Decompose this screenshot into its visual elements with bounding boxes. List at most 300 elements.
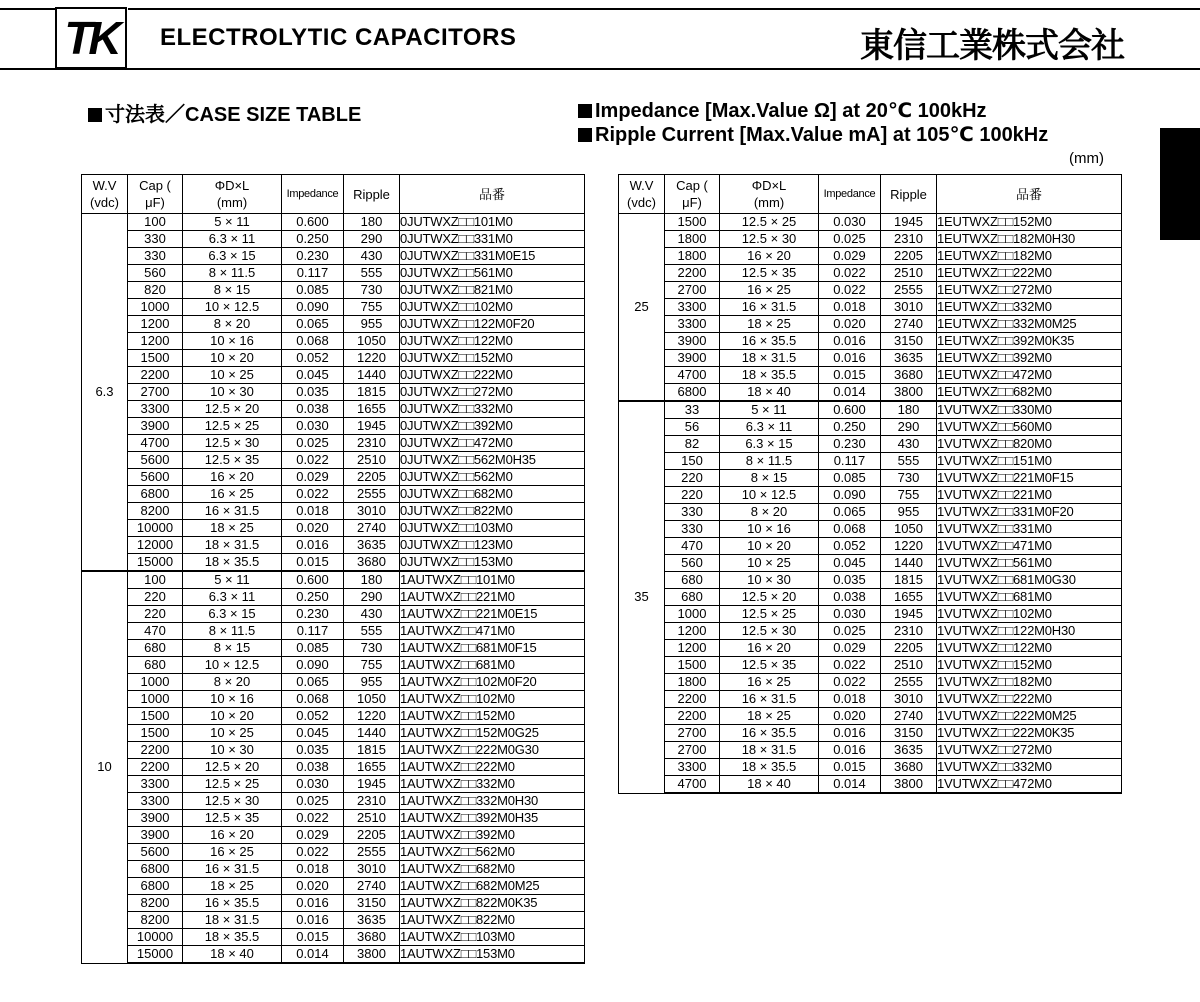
- cell-part-number: 1AUTWXZ□□221M0: [400, 589, 585, 606]
- cell-cap: 3900: [128, 810, 183, 827]
- table-row: [619, 282, 1122, 299]
- cell-impedance: 0.016: [282, 912, 344, 929]
- cell-cap: 10000: [128, 929, 183, 946]
- table-row: [82, 214, 585, 231]
- section-case-label: 寸法表／CASE SIZE TABLE: [105, 104, 362, 126]
- cell-wv: 25: [619, 214, 665, 402]
- table-row: [619, 248, 1122, 265]
- table-row: [82, 793, 585, 810]
- cell-ripple: 180: [344, 214, 400, 231]
- table-row: [82, 571, 585, 589]
- table-row: [619, 401, 1122, 419]
- table-row: [82, 776, 585, 793]
- cell-cap: 1500: [665, 214, 720, 231]
- cell-impedance: 0.016: [819, 742, 881, 759]
- cell-size: 10 × 25: [720, 555, 819, 572]
- cell-impedance: 0.016: [819, 725, 881, 742]
- header-rule-left: [0, 8, 55, 10]
- cell-size: 10 × 30: [720, 572, 819, 589]
- table-header-row: [82, 175, 585, 214]
- cell-size: 18 × 40: [183, 946, 282, 964]
- col-header-impedance: Impedance: [282, 175, 344, 214]
- cell-size: 8 × 20: [720, 504, 819, 521]
- cell-size: 16 × 20: [720, 640, 819, 657]
- cell-ripple: 3800: [881, 384, 937, 402]
- cell-part-number: 1VUTWXZ□□221M0: [937, 487, 1122, 504]
- cell-size: 12.5 × 30: [720, 231, 819, 248]
- cell-impedance: 0.014: [819, 384, 881, 402]
- cell-part-number: 1AUTWXZ□□101M0: [400, 571, 585, 589]
- table-row: [619, 725, 1122, 742]
- cell-part-number: 1AUTWXZ□□332M0H30: [400, 793, 585, 810]
- unit-note: (mm): [1069, 150, 1104, 167]
- cell-cap: 8200: [128, 912, 183, 929]
- cell-impedance: 0.090: [282, 299, 344, 316]
- cell-ripple: 755: [344, 657, 400, 674]
- cell-ripple: 2205: [344, 469, 400, 486]
- cell-size: 8 × 11.5: [720, 453, 819, 470]
- cell-ripple: 755: [881, 487, 937, 504]
- cell-size: 16 × 25: [720, 282, 819, 299]
- cell-cap: 56: [665, 419, 720, 436]
- cell-size: 18 × 25: [720, 316, 819, 333]
- table-row: [82, 759, 585, 776]
- cell-part-number: 1AUTWXZ□□822M0: [400, 912, 585, 929]
- cell-ripple: 1655: [344, 401, 400, 418]
- cell-impedance: 0.038: [282, 401, 344, 418]
- table-row: [619, 555, 1122, 572]
- cell-part-number: 0JUTWXZ□□562M0: [400, 469, 585, 486]
- cell-part-number: 1EUTWXZ□□222M0: [937, 265, 1122, 282]
- cell-part-number: 0JUTWXZ□□821M0: [400, 282, 585, 299]
- cell-ripple: 430: [344, 606, 400, 623]
- cell-size: 18 × 35.5: [720, 367, 819, 384]
- cell-size: 16 × 20: [183, 827, 282, 844]
- cell-part-number: 1AUTWXZ□□471M0: [400, 623, 585, 640]
- cell-part-number: 1AUTWXZ□□562M0: [400, 844, 585, 861]
- cell-impedance: 0.025: [282, 435, 344, 452]
- cell-size: 12.5 × 35: [183, 810, 282, 827]
- cell-wv: 35: [619, 401, 665, 793]
- square-bullet-icon: [578, 104, 592, 118]
- cell-size: 16 × 25: [183, 844, 282, 861]
- cell-size: 8 × 15: [183, 640, 282, 657]
- cell-size: 10 × 16: [183, 333, 282, 350]
- cell-size: 10 × 16: [183, 691, 282, 708]
- cell-part-number: 1EUTWXZ□□332M0: [937, 299, 1122, 316]
- cell-size: 10 × 12.5: [720, 487, 819, 504]
- cell-ripple: 430: [344, 248, 400, 265]
- cell-size: 18 × 40: [720, 776, 819, 794]
- cell-size: 12.5 × 25: [720, 606, 819, 623]
- cell-part-number: 0JUTWXZ□□272M0: [400, 384, 585, 401]
- cell-part-number: 1AUTWXZ□□103M0: [400, 929, 585, 946]
- cell-part-number: 1AUTWXZ□□222M0G30: [400, 742, 585, 759]
- cell-ripple: 3010: [344, 503, 400, 520]
- cell-ripple: 1050: [344, 691, 400, 708]
- col-header-wv: W.V (vdc): [619, 175, 665, 214]
- cell-impedance: 0.020: [819, 708, 881, 725]
- table-row: [619, 333, 1122, 350]
- table-row: [82, 742, 585, 759]
- cell-part-number: 1EUTWXZ□□152M0: [937, 214, 1122, 231]
- cell-ripple: 290: [344, 589, 400, 606]
- cell-impedance: 0.030: [282, 418, 344, 435]
- cell-cap: 6800: [665, 384, 720, 402]
- cell-cap: 33: [665, 401, 720, 419]
- cell-ripple: 2205: [881, 640, 937, 657]
- cell-impedance: 0.068: [282, 691, 344, 708]
- cell-part-number: 0JUTWXZ□□122M0F20: [400, 316, 585, 333]
- cell-cap: 470: [128, 623, 183, 640]
- cell-cap: 5600: [128, 452, 183, 469]
- cell-part-number: 1EUTWXZ□□182M0H30: [937, 231, 1122, 248]
- cell-part-number: 0JUTWXZ□□392M0: [400, 418, 585, 435]
- cell-impedance: 0.065: [819, 504, 881, 521]
- cell-cap: 2700: [665, 725, 720, 742]
- cell-impedance: 0.029: [282, 827, 344, 844]
- cell-size: 12.5 × 25: [183, 418, 282, 435]
- cell-size: 12.5 × 25: [720, 214, 819, 231]
- col-header-impedance: Impedance: [819, 175, 881, 214]
- cell-cap: 680: [128, 657, 183, 674]
- cell-cap: 1200: [665, 640, 720, 657]
- cell-part-number: 1AUTWXZ□□152M0: [400, 708, 585, 725]
- cell-impedance: 0.025: [282, 793, 344, 810]
- cell-ripple: 3010: [881, 299, 937, 316]
- cell-part-number: 0JUTWXZ□□123M0: [400, 537, 585, 554]
- cell-part-number: 1EUTWXZ□□682M0: [937, 384, 1122, 402]
- col-header-part-number: 品番: [937, 175, 1122, 214]
- cell-ripple: 3150: [344, 895, 400, 912]
- cell-cap: 1200: [665, 623, 720, 640]
- cell-cap: 1800: [665, 231, 720, 248]
- cell-ripple: 1220: [344, 708, 400, 725]
- table-row: [619, 214, 1122, 231]
- cell-cap: 680: [665, 572, 720, 589]
- cell-ripple: 1655: [344, 759, 400, 776]
- table-row: [619, 521, 1122, 538]
- table-row: [619, 691, 1122, 708]
- cell-part-number: 1VUTWXZ□□122M0H30: [937, 623, 1122, 640]
- cell-cap: 1000: [128, 299, 183, 316]
- cell-part-number: 0JUTWXZ□□332M0: [400, 401, 585, 418]
- table-row: [82, 895, 585, 912]
- table-row: [82, 486, 585, 503]
- cell-cap: 8200: [128, 895, 183, 912]
- cell-cap: 3900: [128, 418, 183, 435]
- cell-impedance: 0.015: [282, 929, 344, 946]
- cell-ripple: 1655: [881, 589, 937, 606]
- cell-part-number: 1EUTWXZ□□392M0: [937, 350, 1122, 367]
- cell-size: 12.5 × 35: [720, 657, 819, 674]
- cell-ripple: 1815: [881, 572, 937, 589]
- cell-impedance: 0.022: [282, 810, 344, 827]
- cell-part-number: 1AUTWXZ□□822M0K35: [400, 895, 585, 912]
- cell-ripple: 2740: [344, 520, 400, 537]
- cell-impedance: 0.117: [282, 265, 344, 282]
- cell-cap: 1500: [128, 725, 183, 742]
- cell-ripple: 2205: [881, 248, 937, 265]
- cell-cap: 2200: [128, 367, 183, 384]
- cell-impedance: 0.015: [819, 759, 881, 776]
- cell-size: 8 × 20: [183, 316, 282, 333]
- cell-size: 16 × 31.5: [720, 691, 819, 708]
- cell-impedance: 0.022: [282, 452, 344, 469]
- cell-size: 16 × 31.5: [720, 299, 819, 316]
- col-header-size: ΦD×L (mm): [183, 175, 282, 214]
- cell-part-number: 1VUTWXZ□□152M0: [937, 657, 1122, 674]
- table-row: [619, 674, 1122, 691]
- cell-ripple: 2740: [881, 708, 937, 725]
- cell-ripple: 3680: [881, 759, 937, 776]
- cell-size: 16 × 25: [183, 486, 282, 503]
- cell-impedance: 0.045: [819, 555, 881, 572]
- cell-ripple: 1815: [344, 384, 400, 401]
- cell-size: 8 × 11.5: [183, 265, 282, 282]
- cell-impedance: 0.052: [282, 708, 344, 725]
- cell-size: 18 × 40: [720, 384, 819, 402]
- cell-cap: 1500: [665, 657, 720, 674]
- cell-impedance: 0.029: [819, 640, 881, 657]
- cell-impedance: 0.018: [282, 503, 344, 520]
- cell-impedance: 0.020: [282, 878, 344, 895]
- table-row: [82, 606, 585, 623]
- cell-cap: 100: [128, 214, 183, 231]
- col-header-part-number: 品番: [400, 175, 585, 214]
- cell-size: 16 × 31.5: [183, 861, 282, 878]
- cell-impedance: 0.045: [282, 725, 344, 742]
- cell-part-number: 1VUTWXZ□□222M0: [937, 691, 1122, 708]
- cell-size: 16 × 35.5: [183, 895, 282, 912]
- cell-impedance: 0.230: [282, 248, 344, 265]
- page-title: ELECTROLYTIC CAPACITORS: [160, 24, 517, 51]
- case-size-table-right: [618, 174, 1122, 794]
- cell-cap: 2200: [665, 708, 720, 725]
- cell-ripple: 2205: [344, 827, 400, 844]
- cell-cap: 3300: [128, 793, 183, 810]
- cell-part-number: 1VUTWXZ□□222M0M25: [937, 708, 1122, 725]
- table-row: [82, 520, 585, 537]
- table-row: [82, 452, 585, 469]
- cell-cap: 3900: [665, 350, 720, 367]
- cell-ripple: 1220: [344, 350, 400, 367]
- cell-size: 12.5 × 30: [183, 793, 282, 810]
- section-impedance: [578, 98, 987, 123]
- cell-part-number: 1AUTWXZ□□682M0M25: [400, 878, 585, 895]
- table-row: [619, 265, 1122, 282]
- cell-size: 12.5 × 35: [720, 265, 819, 282]
- table-row: [82, 810, 585, 827]
- cell-size: 12.5 × 25: [183, 776, 282, 793]
- cell-part-number: 0JUTWXZ□□122M0: [400, 333, 585, 350]
- cell-ripple: 430: [881, 436, 937, 453]
- cell-part-number: 0JUTWXZ□□822M0: [400, 503, 585, 520]
- cell-ripple: 2310: [344, 435, 400, 452]
- cell-ripple: 555: [344, 623, 400, 640]
- cell-cap: 1800: [665, 248, 720, 265]
- table-row: [82, 878, 585, 895]
- cell-cap: 8200: [128, 503, 183, 520]
- cell-ripple: 3635: [344, 912, 400, 929]
- cell-size: 10 × 12.5: [183, 657, 282, 674]
- cell-ripple: 955: [344, 674, 400, 691]
- cell-cap: 330: [665, 521, 720, 538]
- table-row: [82, 657, 585, 674]
- cell-ripple: 1220: [881, 538, 937, 555]
- cell-cap: 1000: [128, 674, 183, 691]
- table-row: [619, 623, 1122, 640]
- cell-impedance: 0.085: [282, 282, 344, 299]
- cell-size: 18 × 31.5: [720, 742, 819, 759]
- cell-size: 18 × 25: [720, 708, 819, 725]
- cell-ripple: 2555: [344, 844, 400, 861]
- cell-ripple: 3680: [344, 929, 400, 946]
- table-row: [619, 299, 1122, 316]
- cell-impedance: 0.068: [282, 333, 344, 350]
- table-row: [82, 367, 585, 384]
- cell-size: 6.3 × 15: [720, 436, 819, 453]
- cell-cap: 1200: [128, 333, 183, 350]
- cell-ripple: 2510: [881, 265, 937, 282]
- cell-cap: 3900: [665, 333, 720, 350]
- cell-size: 8 × 11.5: [183, 623, 282, 640]
- cell-part-number: 1AUTWXZ□□102M0F20: [400, 674, 585, 691]
- cell-ripple: 2510: [881, 657, 937, 674]
- cell-part-number: 1AUTWXZ□□152M0G25: [400, 725, 585, 742]
- cell-ripple: 1050: [881, 521, 937, 538]
- cell-size: 8 × 15: [720, 470, 819, 487]
- cell-ripple: 3635: [881, 350, 937, 367]
- cell-impedance: 0.030: [819, 606, 881, 623]
- cell-size: 10 × 30: [183, 384, 282, 401]
- cell-impedance: 0.038: [819, 589, 881, 606]
- cell-impedance: 0.035: [282, 742, 344, 759]
- table-row: [619, 708, 1122, 725]
- cell-part-number: 1VUTWXZ□□560M0: [937, 419, 1122, 436]
- cell-part-number: 1AUTWXZ□□392M0: [400, 827, 585, 844]
- cell-part-number: 1AUTWXZ□□332M0: [400, 776, 585, 793]
- cell-ripple: 730: [344, 282, 400, 299]
- cell-impedance: 0.014: [282, 946, 344, 964]
- table-row: [619, 367, 1122, 384]
- table-row: [619, 487, 1122, 504]
- table-row: [619, 419, 1122, 436]
- cell-impedance: 0.016: [282, 537, 344, 554]
- table-row: [619, 572, 1122, 589]
- table-row: [82, 623, 585, 640]
- table-row: [82, 929, 585, 946]
- cell-part-number: 1VUTWXZ□□681M0: [937, 589, 1122, 606]
- table-row: [82, 640, 585, 657]
- table-row: [82, 674, 585, 691]
- col-header-ripple: Ripple: [344, 175, 400, 214]
- cell-impedance: 0.068: [819, 521, 881, 538]
- table-row: [619, 350, 1122, 367]
- cell-impedance: 0.117: [819, 453, 881, 470]
- cell-ripple: 1050: [344, 333, 400, 350]
- cell-size: 16 × 25: [720, 674, 819, 691]
- cell-ripple: 3635: [881, 742, 937, 759]
- cell-impedance: 0.016: [282, 895, 344, 912]
- cell-size: 16 × 20: [183, 469, 282, 486]
- cell-size: 16 × 20: [720, 248, 819, 265]
- cell-cap: 3300: [128, 776, 183, 793]
- cell-part-number: 1EUTWXZ□□332M0M25: [937, 316, 1122, 333]
- cell-size: 18 × 25: [183, 520, 282, 537]
- cell-part-number: 1VUTWXZ□□561M0: [937, 555, 1122, 572]
- cell-impedance: 0.052: [819, 538, 881, 555]
- cell-ripple: 755: [344, 299, 400, 316]
- cell-ripple: 290: [344, 231, 400, 248]
- cell-impedance: 0.600: [282, 214, 344, 231]
- cell-part-number: 1AUTWXZ□□102M0: [400, 691, 585, 708]
- table-row: [82, 844, 585, 861]
- cell-impedance: 0.035: [819, 572, 881, 589]
- cell-cap: 1000: [128, 691, 183, 708]
- table-row: [82, 316, 585, 333]
- cell-impedance: 0.018: [819, 299, 881, 316]
- cell-ripple: 290: [881, 419, 937, 436]
- cell-impedance: 0.014: [819, 776, 881, 794]
- table-row: [82, 537, 585, 554]
- cell-impedance: 0.022: [819, 282, 881, 299]
- cell-impedance: 0.018: [819, 691, 881, 708]
- case-size-table-left: [81, 174, 585, 964]
- cell-cap: 5600: [128, 469, 183, 486]
- cell-cap: 3300: [665, 759, 720, 776]
- table-row: [619, 231, 1122, 248]
- header-rule-top: [128, 8, 1200, 10]
- table-row: [619, 504, 1122, 521]
- cell-ripple: 1945: [344, 776, 400, 793]
- cell-cap: 1500: [128, 708, 183, 725]
- cell-cap: 220: [128, 589, 183, 606]
- cell-part-number: 1VUTWXZ□□222M0K35: [937, 725, 1122, 742]
- table-row: [619, 776, 1122, 794]
- cell-impedance: 0.085: [282, 640, 344, 657]
- cell-cap: 2200: [665, 691, 720, 708]
- section-ripple-label: Ripple Current [Max.Value mA] at 105℃ 100kHz: [595, 124, 1049, 146]
- table-row: [82, 827, 585, 844]
- table-row: [82, 248, 585, 265]
- cell-part-number: 0JUTWXZ□□472M0: [400, 435, 585, 452]
- cell-size: 12.5 × 30: [720, 623, 819, 640]
- table-row: [619, 470, 1122, 487]
- cell-impedance: 0.600: [282, 571, 344, 589]
- tk-logo: TK: [55, 7, 127, 69]
- cell-part-number: 0JUTWXZ□□331M0: [400, 231, 585, 248]
- cell-ripple: 180: [344, 571, 400, 589]
- cell-ripple: 2740: [344, 878, 400, 895]
- cell-ripple: 3800: [881, 776, 937, 794]
- section-impedance-label: Impedance [Max.Value Ω] at 20℃ 100kHz: [595, 100, 987, 122]
- cell-size: 12.5 × 20: [183, 759, 282, 776]
- cell-size: 6.3 × 11: [183, 589, 282, 606]
- cell-size: 6.3 × 11: [720, 419, 819, 436]
- cell-cap: 3300: [665, 316, 720, 333]
- cell-cap: 100: [128, 571, 183, 589]
- cell-cap: 150: [665, 453, 720, 470]
- cell-size: 10 × 25: [183, 367, 282, 384]
- cell-part-number: 1VUTWXZ□□182M0: [937, 674, 1122, 691]
- cell-size: 18 × 35.5: [183, 929, 282, 946]
- section-case-size: [88, 98, 361, 127]
- cell-ripple: 1945: [881, 606, 937, 623]
- cell-cap: 12000: [128, 537, 183, 554]
- cell-cap: 1800: [665, 674, 720, 691]
- cell-size: 10 × 25: [183, 725, 282, 742]
